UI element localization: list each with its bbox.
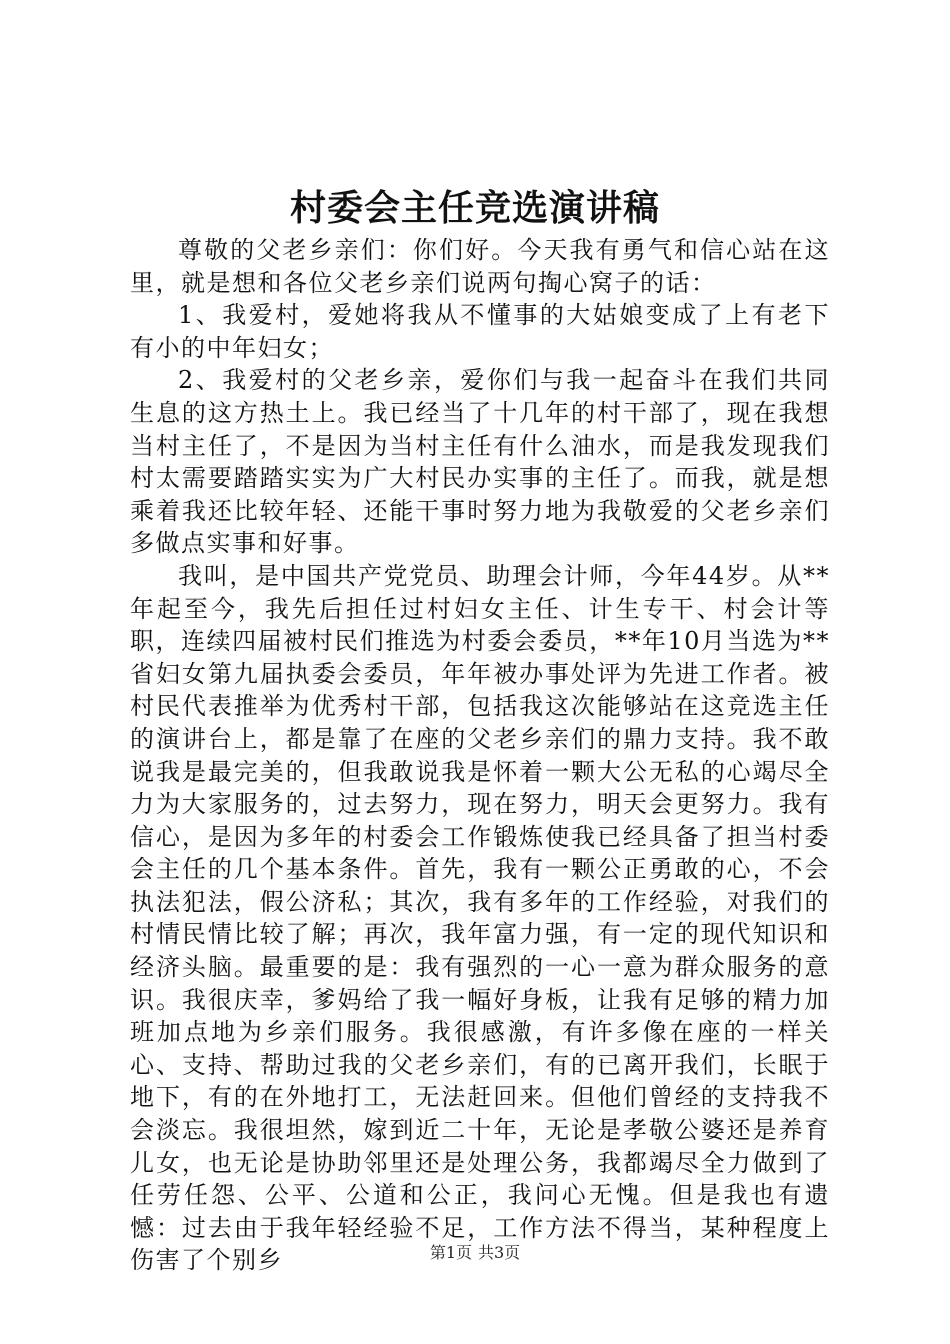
page-total: 共3页: [478, 1243, 521, 1262]
document-title: 村委会主任竞选演讲稿: [289, 187, 660, 229]
paragraph-point-1: 1、我爱村，爱她将我从不懂事的大姑娘变成了上有老下有小的中年妇女；: [130, 301, 830, 362]
paragraph-point-2: 2、我爱村的父老乡亲，爱你们与我一起奋斗在我们共同生息的这方热土上。我已经当了十几年的村干部了，现在我想当村主任了，不是因为当村主任有什么油水，而是我发现我们村太需要踏踏实实为广大村民办实事的主任了。而我，就是想乘着我还比较年轻、还能干事时努力地为我敬爱的父老乡亲们多做点实事和好事。: [130, 366, 830, 558]
page-number: 第1页: [429, 1243, 472, 1262]
document-body: [130, 234, 830, 1277]
paragraph-greeting: 尊敬的父老乡亲们：你们好。今天我有勇气和信心站在这里，就是想和各位父老乡亲们说两句掏心窝子的话：: [130, 236, 830, 297]
paragraph-self-introduction: 我叫，是中国共产党党员、助理会计师，今年44岁。从**年起至今，我先后担任过村妇女主任、计生专干、村会计等职，连续四届被村民们推选为村委会委员，**年10月当选为**省妇女第九届执委会委员，年年被办事处评为先进工作者。被村民代表推举为优秀村干部，包括我这次能够站在这竞选主任的演讲台上，都是靠了在座的父老乡亲们的鼎力支持。我不敢说我是最完美的，但我敢说我是怀着一颗大公无私的心竭尽全力为大家服务的，过去努力，现在努力，明天会更努力。我有信心，是因为多年的村委会工作锻炼使我已经具备了担当村委会主任的几个基本条件。首先，我有一颗公正勇敢的心，不会执法犯法，假公济私；其次，我有多年的工作经验，对我们的村情民情比较了解；再次，我年富力强，有一定的现代知识和经济头脑。最重要的是：我有强烈的一心一意为群众服务的意识。我很庆幸，爹妈给了我一幅好身板，让我有足够的精力加班加点地为乡亲们服务。我很感激，有许多像在座的一样关心、支持、帮助过我的父老乡亲们，有的已离开我们，长眠于地下，有的在外地打工，无法赶回来。但他们曾经的支持我不会淡忘。我很坦然，嫁到近二十年，无论是孝敬公婆还是养育儿女，也无论是协助邻里还是处理公务，我都竭尽全力做到了任劳任怨、公平、公道和公正，我问心无愧。但是我也有遗憾：过去由于我年轻经验不足，工作方法不得当，某种程度上伤害了个别乡: [130, 561, 830, 1275]
page-footer: [0, 1243, 950, 1263]
